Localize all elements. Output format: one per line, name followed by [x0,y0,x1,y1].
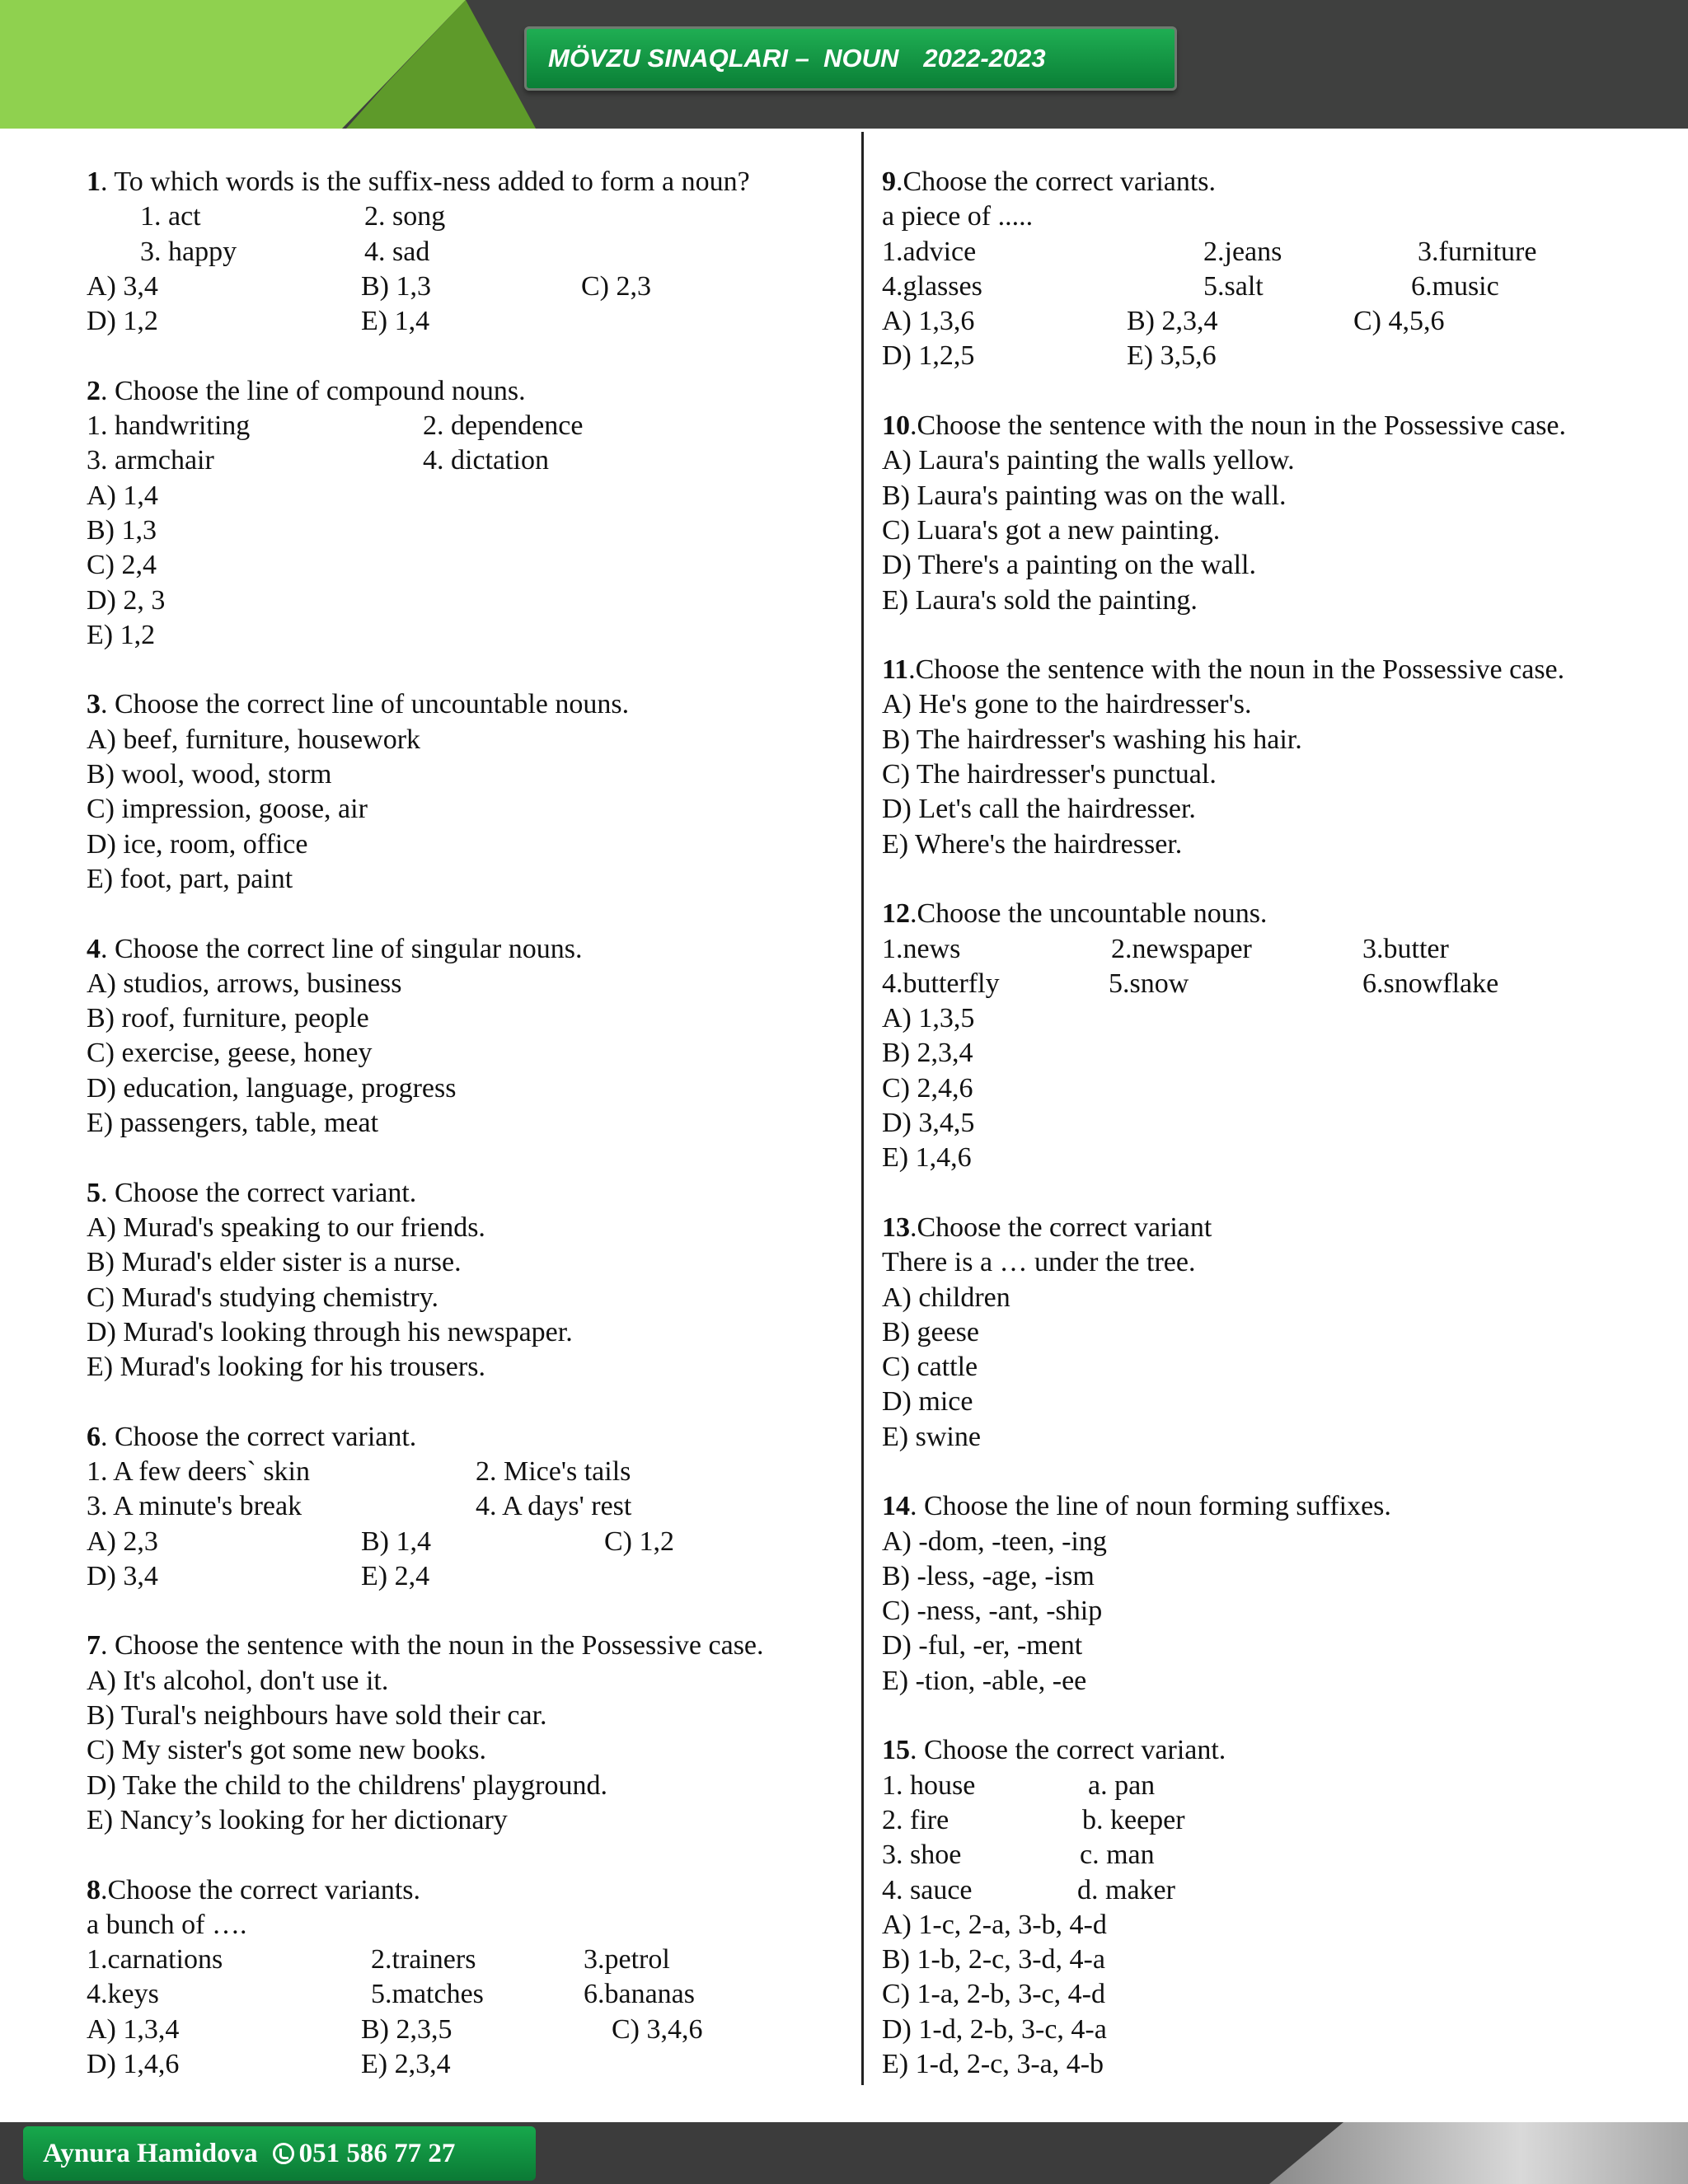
left-column [87,165,845,2117]
item: c. man [1080,1840,1155,1871]
question-text: .Choose the correct variants. [101,1874,421,1905]
option-e: E) 1,2 [87,619,156,650]
option-e: E) foot, part, paint [87,863,293,894]
question-prompt: a piece of ..... [882,201,1034,232]
question-15 [882,1733,1673,2082]
option-e: E) swine [882,1421,981,1452]
question-3 [87,687,845,897]
item: 3.furniture [1418,236,1537,267]
question-14 [882,1489,1673,1699]
item: 6.bananas [584,1979,696,2010]
question-text: . Choose the correct line of uncountable nouns. [101,689,630,720]
option-d: D) 3,4,5 [882,1108,975,1139]
footer-author-banner [23,2126,536,2181]
option-e: E) 2,4 [361,1560,430,1591]
item: 6.music [1411,270,1499,302]
item: 3.petrol [584,1944,670,1975]
option-c: C) exercise, geese, honey [87,1038,373,1069]
option-a: A) 2,3 [87,1526,158,1557]
option-c: C) 2,4,6 [882,1072,973,1104]
option-d: D) 1,2 [87,306,158,337]
option-b: B) 1,3 [87,514,157,546]
question-number: 2 [87,375,101,406]
option-c: C) 1-a, 2-b, 3-c, 4-d [882,1979,1105,2010]
item: 1. house [882,1769,976,1801]
option-a: A) Laura's painting the walls yellow. [882,445,1295,476]
option-e: E) 1-d, 2-c, 3-a, 4-b [882,2049,1104,2080]
option-e: E) 1,4 [361,306,430,337]
question-number: 13 [882,1212,910,1243]
header-year: 2022-2023 [923,44,1046,73]
item: 4. sad [364,236,430,267]
author-name: Aynura Hamidova [43,2139,258,2168]
item: 2. Mice's tails [476,1455,631,1487]
option-e: E) Murad's looking for his trousers. [87,1352,485,1383]
author-phone: 051 586 77 27 [298,2139,456,2168]
option-a: A) 1,4 [87,480,158,511]
option-d: D) Take the child to the childrens' playground. [87,1769,607,1801]
option-b: B) -less, -age, -ism [882,1560,1095,1591]
option-a: A) 1,3,4 [87,2013,180,2045]
item: 5.snow [1109,968,1189,999]
question-number: 5 [87,1177,101,1208]
option-d: D) 1-d, 2-b, 3-c, 4-a [882,2013,1107,2045]
option-b: B) The hairdresser's washing his hair. [882,724,1302,755]
item: 1.carnations [87,1944,223,1975]
item: 6.snowflake [1362,968,1499,999]
question-text: . Choose the correct variant. [101,1177,417,1208]
item: a. pan [1088,1769,1156,1801]
option-b: B) Murad's elder sister is a nurse. [87,1247,462,1278]
question-number: 14 [882,1491,910,1522]
option-d: D) 2, 3 [87,584,166,616]
option-e: E) 3,5,6 [1127,340,1217,372]
option-a: A) children [882,1282,1010,1313]
question-text: .Choose the sentence with the noun in the Possessive case. [908,654,1565,686]
question-number: 1 [87,166,101,197]
question-text: .Choose the correct variant [910,1212,1212,1243]
option-b: B) 2,3,4 [882,1038,973,1069]
option-b: B) Tural's neighbours have sold their car. [87,1700,547,1732]
option-c: C) impression, goose, air [87,794,368,825]
question-prompt: There is a … under the tree. [882,1247,1196,1278]
option-c: C) The hairdresser's punctual. [882,759,1217,790]
item: 2.jeans [1203,236,1282,267]
option-e: E) Nancy’s looking for her dictionary [87,1804,508,1835]
option-a: A) 1,3,5 [882,1003,975,1034]
item: 2.newspaper [1111,933,1252,964]
question-number: 8 [87,1874,101,1905]
question-number: 10 [882,410,910,442]
question-text: .Choose the sentence with the noun in the Possessive case. [910,410,1567,442]
question-10 [882,409,1673,618]
option-c: C) 4,5,6 [1353,306,1445,337]
question-number: 11 [882,654,909,686]
question-4 [87,932,845,1141]
option-b: B) wool, wood, storm [87,759,332,790]
option-d: D) mice [882,1386,973,1418]
option-a: A) beef, furniture, housework [87,724,421,755]
header-title-banner [524,26,1177,91]
option-a: A) 3,4 [87,270,158,302]
question-2 [87,374,845,653]
option-c: C) 1,2 [604,1526,674,1557]
option-d: D) education, language, progress [87,1072,457,1104]
question-9 [882,165,1673,374]
option-d: D) 1,2,5 [882,340,975,372]
option-e: E) 1,4,6 [882,1142,972,1174]
option-b: B) 1,3 [361,270,431,302]
header-title: MÖVZU SINAQLARI – NOUN [548,44,899,73]
option-d: D) 3,4 [87,1560,158,1591]
item: 3. armchair [87,445,214,476]
item: 1. handwriting [87,410,251,442]
item: 4.glasses [882,270,982,302]
question-text: . To which words is the suffix-ness added to form a noun? [101,166,750,197]
item: 5.salt [1203,270,1264,302]
option-c: C) Murad's studying chemistry. [87,1282,438,1313]
option-a: A) 1-c, 2-a, 3-b, 4-d [882,1909,1107,1940]
option-a: A) -dom, -teen, -ing [882,1526,1107,1557]
option-b: B) 1-b, 2-c, 3-d, 4-a [882,1944,1105,1975]
option-d: D) ice, room, office [87,828,308,860]
question-1 [87,165,845,339]
item: 1. A few deers` skin [87,1455,311,1487]
option-d: D) Let's call the hairdresser. [882,794,1196,825]
item: 4.butterfly [882,968,1000,999]
option-c: C) -ness, -ant, -ship [882,1596,1103,1627]
question-6 [87,1420,845,1594]
item: 1. act [140,201,201,232]
option-d: D) 1,4,6 [87,2049,180,2080]
option-e: E) -tion, -able, -ee [882,1665,1087,1696]
question-number: 12 [882,898,910,930]
option-b: B) roof, furniture, people [87,1003,369,1034]
whatsapp-phone-icon [273,2143,294,2164]
question-7 [87,1629,845,1838]
right-column [882,165,1673,2117]
item: 5.matches [371,1979,484,2010]
option-b: B) geese [882,1316,980,1347]
option-c: C) cattle [882,1352,978,1383]
option-b: B) 1,4 [361,1526,431,1557]
option-d: D) -ful, -er, -ment [882,1630,1083,1661]
option-d: D) Murad's looking through his newspaper. [87,1316,573,1347]
item: 2. dependence [423,410,584,442]
option-a: A) He's gone to the hairdresser's. [882,689,1252,720]
question-5 [87,1176,845,1385]
option-c: C) 2,4 [87,550,157,581]
question-text: . Choose the correct line of singular nouns. [101,933,583,964]
item: d. maker [1077,1874,1175,1905]
question-number: 4 [87,933,101,964]
option-c: C) Luara's got a new painting. [882,514,1221,546]
option-c: C) 2,3 [581,270,651,302]
option-b: B) Laura's painting was on the wall. [882,480,1287,511]
question-number: 9 [882,166,896,197]
column-divider [861,132,864,2085]
question-text: . Choose the line of noun forming suffixes. [910,1491,1391,1522]
item: 4.keys [87,1979,159,2010]
question-11 [882,653,1673,862]
option-e: E) Laura's sold the painting. [882,584,1198,616]
option-a: A) studios, arrows, business [87,968,402,999]
question-13 [882,1211,1673,1455]
item: 1.news [882,933,961,964]
question-number: 15 [882,1735,910,1766]
item: 2.trainers [371,1944,476,1975]
question-number: 7 [87,1630,101,1661]
option-a: A) 1,3,6 [882,306,975,337]
option-e: E) passengers, table, meat [87,1108,379,1139]
question-prompt: a bunch of …. [87,1909,247,1940]
question-text: . Choose the correct variant. [101,1421,417,1452]
item: 4. A days' rest [476,1491,632,1522]
item: 3. happy [140,236,237,267]
option-a: A) Murad's speaking to our friends. [87,1212,485,1243]
item: 1.advice [882,236,977,267]
option-e: E) 2,3,4 [361,2049,451,2080]
item: 2. song [364,201,446,232]
question-text: .Choose the uncountable nouns. [910,898,1268,930]
question-8 [87,1873,845,2083]
item: 4. sauce [882,1874,973,1905]
question-text: . Choose the correct variant. [910,1735,1226,1766]
footer-grey-shape [1269,2122,1688,2184]
question-text: .Choose the correct variants. [896,166,1217,197]
option-d: D) There's a painting on the wall. [882,550,1256,581]
item: b. keeper [1082,1804,1185,1835]
page-header [0,0,1688,129]
item: 4. dictation [423,445,549,476]
item: 2. fire [882,1804,950,1835]
option-a: A) It's alcohol, don't use it. [87,1665,389,1696]
question-text: . Choose the sentence with the noun in the Possessive case. [101,1630,764,1661]
option-b: B) 2,3,4 [1127,306,1218,337]
question-12 [882,897,1673,1175]
option-c: C) 3,4,6 [612,2013,703,2045]
question-number: 6 [87,1421,101,1452]
question-number: 3 [87,689,101,720]
option-c: C) My sister's got some new books. [87,1735,486,1766]
question-text: . Choose the line of compound nouns. [101,375,526,406]
item: 3. shoe [882,1840,962,1871]
option-b: B) 2,3,5 [361,2013,452,2045]
item: 3. A minute's break [87,1491,302,1522]
option-e: E) Where's the hairdresser. [882,828,1183,860]
item: 3.butter [1362,933,1449,964]
